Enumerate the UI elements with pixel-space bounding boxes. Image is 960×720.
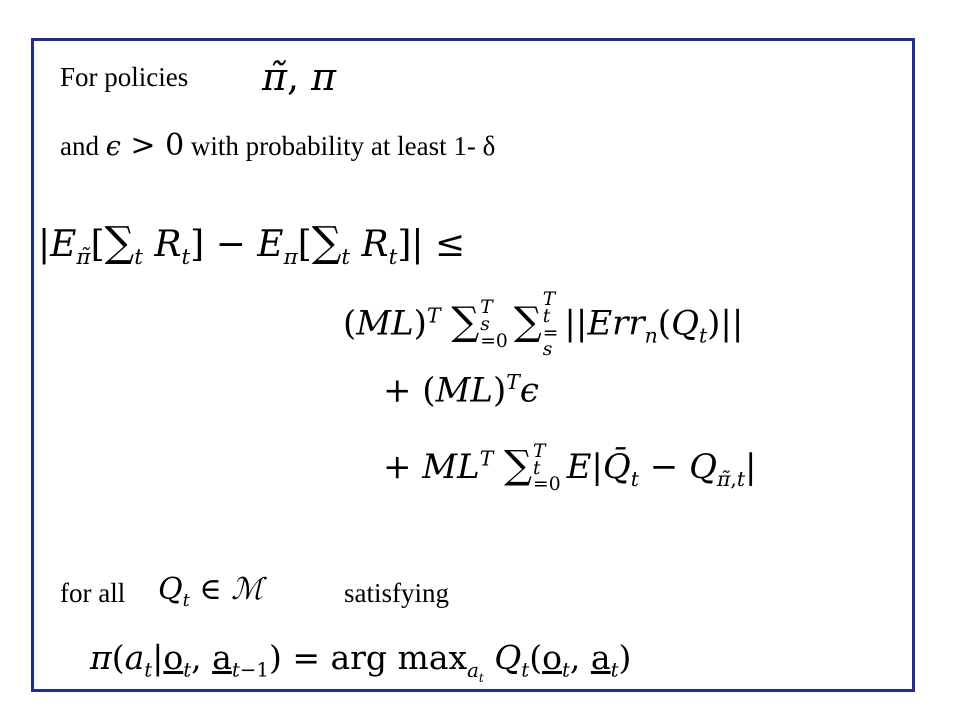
satisfying-label: satisfying [344,578,449,608]
policy-definition: $\pi(a_t|o_t$, $a_{t-1}$) = arg $\max_{a_t} Q_t(o_t$, $a_t$) [90,638,632,685]
forall-label: for all [60,578,126,608]
and-label: and [60,131,99,161]
inequality-lhs: $|E_{\pĩ}[\sum_t$ $R_t] - E_\pi[\sum_t$ $R_t]|$ ≤ [38,218,466,271]
epsilon-condition: and ϵ > 0 with probability at least 1- δ [60,128,496,163]
bound-term-3: + $ML^T$ ∑ T t =0 $E|Q̄_t - Q_{\pĩ,t}|$ [383,440,757,496]
bound-term-2: + (ML)$^T$ϵ [383,370,539,411]
policies-label: For policies [60,62,189,92]
bound-term-1: (ML)$^T$ ∑ T s =0 ∑ T t = s $||Err_n(Q_t)||$ [343,289,744,361]
forall-expression: $Q_t$ ∈ ℳ [158,572,264,611]
probability-label: with probability at least 1- δ [190,131,496,161]
policies-expression: π̃, π [262,55,337,99]
